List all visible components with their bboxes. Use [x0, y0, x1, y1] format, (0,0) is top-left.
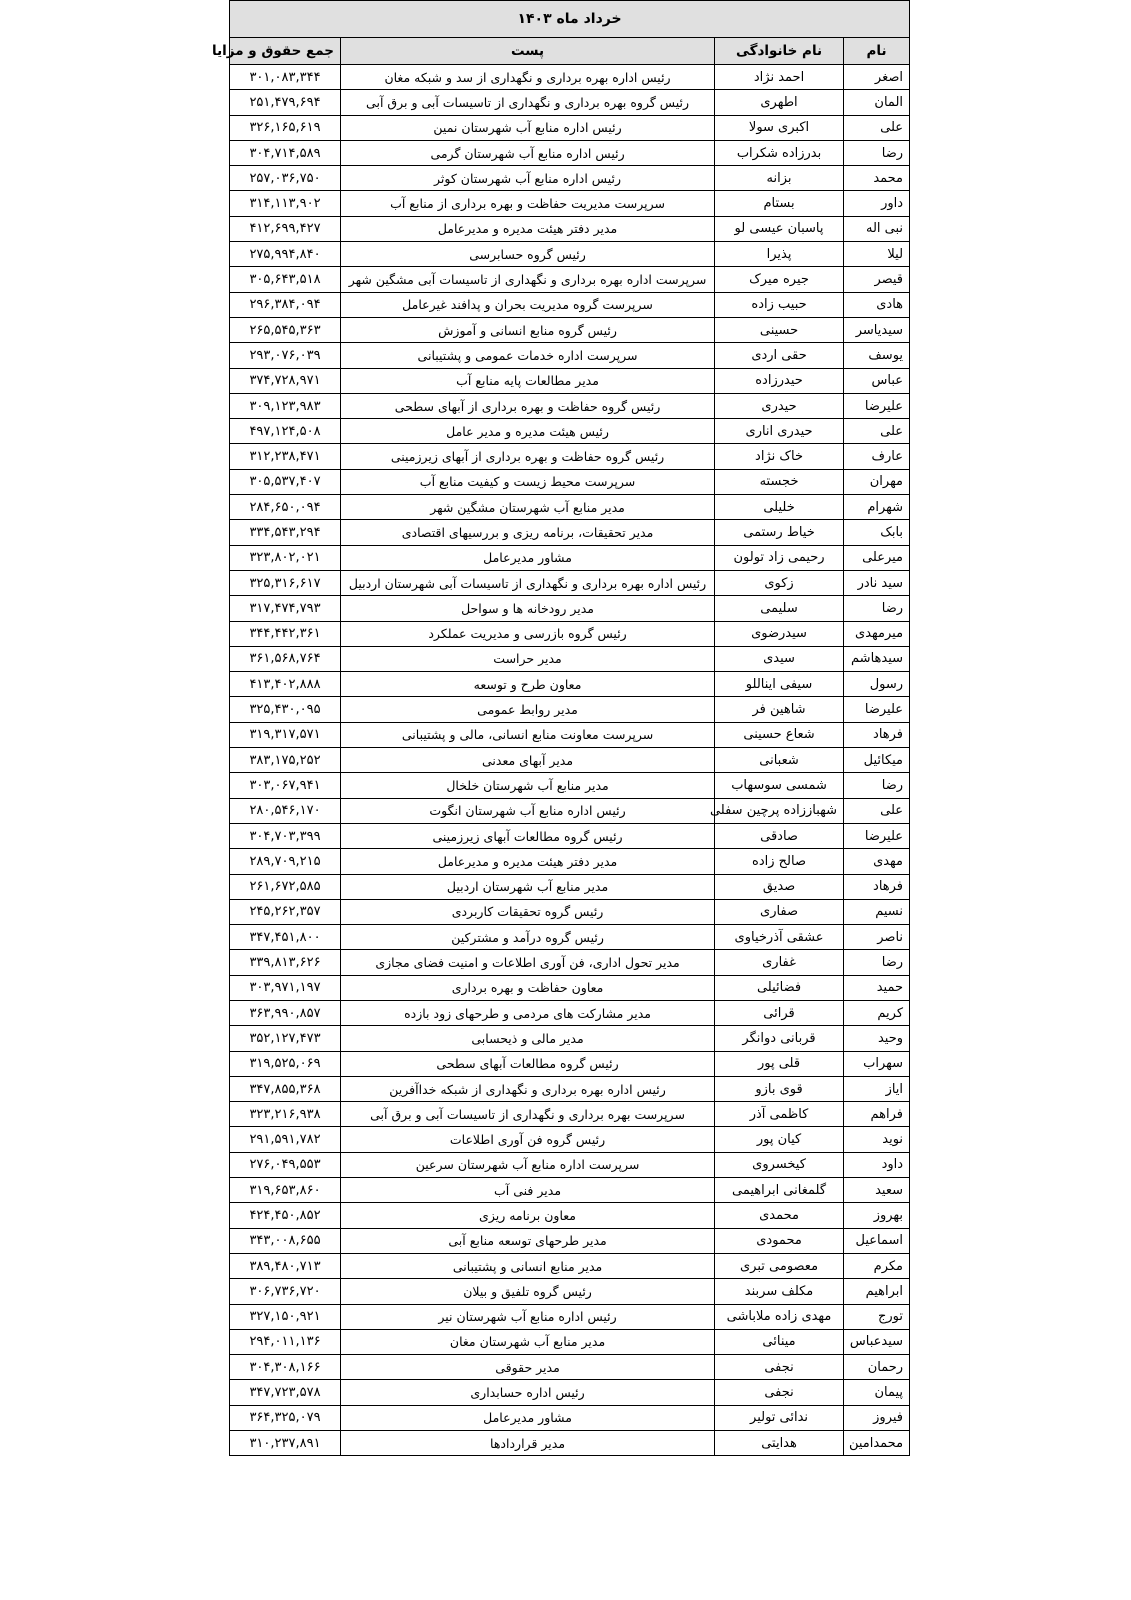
cell-amount: ۴۹۷,۱۲۴,۵۰۸ — [230, 419, 341, 444]
cell-first-name: مهران — [844, 469, 910, 494]
cell-last-name: قوی بازو — [715, 1076, 844, 1101]
cell-amount: ۳۸۳,۱۷۵,۲۵۲ — [230, 748, 341, 773]
header-amount: جمع حقوق و مزایا — [230, 38, 341, 65]
table-row — [230, 1026, 910, 1051]
cell-post: رئیس اداره بهره برداری و نگهداری از سد و شبکه مغان — [341, 65, 715, 90]
cell-post: رئیس گروه حسابرسی — [341, 242, 715, 267]
cell-first-name: داود — [844, 1152, 910, 1177]
cell-first-name: پیمان — [844, 1380, 910, 1405]
cell-post: مدیر منابع آب شهرستان خلخال — [341, 773, 715, 798]
cell-last-name: کیان پور — [715, 1127, 844, 1152]
table-row — [230, 975, 910, 1000]
cell-post: مدیر روابط عمومی — [341, 697, 715, 722]
cell-post: رئیس اداره حسابداری — [341, 1380, 715, 1405]
cell-amount: ۳۸۹,۴۸۰,۷۱۳ — [230, 1253, 341, 1278]
cell-first-name: اصغر — [844, 65, 910, 90]
cell-last-name: گلمغانی ابراهیمی — [715, 1178, 844, 1203]
cell-amount: ۳۲۶,۱۶۵,۶۱۹ — [230, 115, 341, 140]
table-row — [230, 874, 910, 899]
cell-first-name: اسماعیل — [844, 1228, 910, 1253]
cell-last-name: صادقی — [715, 823, 844, 848]
cell-last-name: صالح زاده — [715, 849, 844, 874]
cell-amount: ۳۰۹,۱۲۳,۹۸۳ — [230, 393, 341, 418]
cell-first-name: رضا — [844, 140, 910, 165]
title-row — [230, 1, 910, 38]
cell-last-name: قربانی دوانگر — [715, 1026, 844, 1051]
cell-first-name: رضا — [844, 596, 910, 621]
cell-last-name: صفاری — [715, 899, 844, 924]
table-row — [230, 1178, 910, 1203]
cell-post: رئیس اداره منابع آب شهرستان نیر — [341, 1304, 715, 1329]
cell-post: سرپرست اداره خدمات عمومی و پشتیبانی — [341, 343, 715, 368]
cell-post: معاون حفاظت و بهره برداری — [341, 975, 715, 1000]
salary-table — [212, 0, 910, 1456]
cell-last-name: شاهین فر — [715, 697, 844, 722]
table-row — [230, 697, 910, 722]
table-row — [230, 672, 910, 697]
table-row — [230, 242, 910, 267]
cell-last-name: زکوی — [715, 570, 844, 595]
table-row — [230, 267, 910, 292]
table-row — [230, 1203, 910, 1228]
cell-post: مدیر تحول اداری، فن آوری اطلاعات و امنیت فضای مجازی — [341, 950, 715, 975]
cell-first-name: بهروز — [844, 1203, 910, 1228]
cell-amount: ۲۵۷,۰۳۶,۷۵۰ — [230, 166, 341, 191]
cell-first-name: میکائیل — [844, 748, 910, 773]
cell-last-name: مهدی زاده ملاباشی — [715, 1304, 844, 1329]
cell-first-name: سهراب — [844, 1051, 910, 1076]
cell-post: مدیر دفتر هیئت مدیره و مدیرعامل — [341, 849, 715, 874]
cell-last-name: معصومی تبری — [715, 1253, 844, 1278]
table-row — [230, 317, 910, 342]
cell-last-name: فضائیلی — [715, 975, 844, 1000]
cell-amount: ۲۹۶,۳۸۴,۰۹۴ — [230, 292, 341, 317]
cell-first-name: مهدی — [844, 849, 910, 874]
cell-amount: ۲۷۶,۰۴۹,۵۵۳ — [230, 1152, 341, 1177]
cell-post: رئیس اداره منابع آب شهرستان نمین — [341, 115, 715, 140]
table-row — [230, 65, 910, 90]
cell-post: سرپرست بهره برداری و نگهداری از تاسیسات آبی و برق آبی — [341, 1102, 715, 1127]
cell-amount: ۳۵۲,۱۲۷,۴۷۳ — [230, 1026, 341, 1051]
cell-post: مدیر مطالعات پایه منابع آب — [341, 368, 715, 393]
cell-first-name: ناصر — [844, 925, 910, 950]
cell-amount: ۲۶۱,۶۷۲,۵۸۵ — [230, 874, 341, 899]
cell-amount: ۳۶۳,۹۹۰,۸۵۷ — [230, 1000, 341, 1025]
table-row — [230, 191, 910, 216]
cell-post: مدیر منابع آب شهرستان اردبیل — [341, 874, 715, 899]
cell-post: معاون طرح و توسعه — [341, 672, 715, 697]
cell-first-name: میرعلی — [844, 545, 910, 570]
table-row — [230, 823, 910, 848]
cell-amount: ۳۴۷,۴۵۱,۸۰۰ — [230, 925, 341, 950]
cell-amount: ۳۲۳,۸۰۲,۰۲۱ — [230, 545, 341, 570]
cell-first-name: علیرضا — [844, 393, 910, 418]
cell-post: رئیس اداره بهره برداری و نگهداری از شبکه خداآفرین — [341, 1076, 715, 1101]
cell-last-name: خاک نژاد — [715, 444, 844, 469]
table-row — [230, 1152, 910, 1177]
cell-amount: ۳۰۱,۰۸۳,۳۴۴ — [230, 65, 341, 90]
cell-post: معاون برنامه ریزی — [341, 1203, 715, 1228]
table-row — [230, 773, 910, 798]
table-row — [230, 1355, 910, 1380]
cell-amount: ۳۰۵,۵۳۷,۴۰۷ — [230, 469, 341, 494]
cell-amount: ۳۳۹,۸۱۳,۶۲۶ — [230, 950, 341, 975]
cell-amount: ۳۲۳,۲۱۶,۹۳۸ — [230, 1102, 341, 1127]
cell-last-name: کیخسروی — [715, 1152, 844, 1177]
cell-first-name: شهرام — [844, 495, 910, 520]
cell-amount: ۳۲۵,۴۳۰,۰۹۵ — [230, 697, 341, 722]
cell-amount: ۴۱۲,۶۹۹,۴۲۷ — [230, 216, 341, 241]
cell-post: مشاور مدیرعامل — [341, 1405, 715, 1430]
table-row — [230, 1380, 910, 1405]
table-row — [230, 1253, 910, 1278]
cell-amount: ۳۱۲,۲۳۸,۴۷۱ — [230, 444, 341, 469]
table-row — [230, 596, 910, 621]
cell-post: رئیس گروه مطالعات آبهای زیرزمینی — [341, 823, 715, 848]
cell-last-name: سلیمی — [715, 596, 844, 621]
table-row — [230, 925, 910, 950]
cell-first-name: رسول — [844, 672, 910, 697]
table-row — [230, 748, 910, 773]
cell-first-name: قیصر — [844, 267, 910, 292]
cell-last-name: خیاط رستمی — [715, 520, 844, 545]
cell-post: رئیس گروه تحقیقات کاربردی — [341, 899, 715, 924]
cell-last-name: عشقی آذرخیاوی — [715, 925, 844, 950]
cell-first-name: المان — [844, 90, 910, 115]
cell-first-name: میرمهدی — [844, 621, 910, 646]
cell-amount: ۳۰۶,۷۳۶,۷۲۰ — [230, 1279, 341, 1304]
cell-last-name: محمدی — [715, 1203, 844, 1228]
cell-last-name: پذیرا — [715, 242, 844, 267]
table-body — [230, 65, 910, 1456]
cell-post: مدیر آبهای معدنی — [341, 748, 715, 773]
cell-post: مدیر قراردادها — [341, 1431, 715, 1456]
cell-first-name: سیدهاشم — [844, 646, 910, 671]
table-row — [230, 1304, 910, 1329]
cell-amount: ۳۴۳,۰۰۸,۶۵۵ — [230, 1228, 341, 1253]
cell-amount: ۲۸۴,۶۵۰,۰۹۴ — [230, 495, 341, 520]
table-title: خرداد ماه ۱۴۰۳ — [230, 1, 910, 38]
cell-last-name: مکلف سربند — [715, 1279, 844, 1304]
cell-last-name: صدیق — [715, 874, 844, 899]
cell-first-name: سید نادر — [844, 570, 910, 595]
cell-post: رئیس گروه حفاظت و بهره برداری از آبهای سطحی — [341, 393, 715, 418]
cell-amount: ۲۵۱,۴۷۹,۶۹۴ — [230, 90, 341, 115]
table-row — [230, 90, 910, 115]
cell-post: رئیس اداره منابع آب شهرستان کوثر — [341, 166, 715, 191]
cell-last-name: ندائی تولیر — [715, 1405, 844, 1430]
table-row — [230, 1076, 910, 1101]
salary-table-container — [212, 0, 909, 1456]
cell-amount: ۳۱۹,۳۱۷,۵۷۱ — [230, 722, 341, 747]
table-row — [230, 722, 910, 747]
table-row — [230, 419, 910, 444]
cell-last-name: اکبری سولا — [715, 115, 844, 140]
cell-last-name: رحیمی زاد تولون — [715, 545, 844, 570]
cell-last-name: بزانه — [715, 166, 844, 191]
table-row — [230, 1329, 910, 1354]
cell-post: مدیر طرحهای توسعه منابع آبی — [341, 1228, 715, 1253]
cell-first-name: نسیم — [844, 899, 910, 924]
cell-post: مدیر فنی آب — [341, 1178, 715, 1203]
cell-post: مدیر حراست — [341, 646, 715, 671]
cell-post: مدیر تحقیقات، برنامه ریزی و بررسیهای اقتصادی — [341, 520, 715, 545]
cell-post: رئیس هیئت مدیره و مدیر عامل — [341, 419, 715, 444]
table-row — [230, 495, 910, 520]
cell-last-name: خلیلی — [715, 495, 844, 520]
table-row — [230, 798, 910, 823]
cell-last-name: قرائی — [715, 1000, 844, 1025]
cell-last-name: هدایتی — [715, 1431, 844, 1456]
cell-first-name: سیدیاسر — [844, 317, 910, 342]
table-row — [230, 520, 910, 545]
cell-amount: ۳۴۷,۷۲۳,۵۷۸ — [230, 1380, 341, 1405]
cell-last-name: کاظمی آذر — [715, 1102, 844, 1127]
cell-post: مدیر منابع آب شهرستان مشگین شهر — [341, 495, 715, 520]
cell-last-name: محمودی — [715, 1228, 844, 1253]
cell-amount: ۳۲۷,۱۵۰,۹۲۱ — [230, 1304, 341, 1329]
cell-last-name: احمد نژاد — [715, 65, 844, 90]
cell-first-name: سیدعباس — [844, 1329, 910, 1354]
cell-first-name: علی — [844, 419, 910, 444]
cell-post: مدیر مشارکت های مردمی و طرحهای زود بازده — [341, 1000, 715, 1025]
cell-amount: ۳۰۳,۹۷۱,۱۹۷ — [230, 975, 341, 1000]
cell-first-name: هادی — [844, 292, 910, 317]
cell-post: رئیس گروه حفاظت و بهره برداری از آبهای زیرزمینی — [341, 444, 715, 469]
cell-last-name: حیدری — [715, 393, 844, 418]
cell-post: مدیر حقوقی — [341, 1355, 715, 1380]
cell-first-name: فراهم — [844, 1102, 910, 1127]
cell-first-name: ابراهیم — [844, 1279, 910, 1304]
cell-amount: ۳۱۴,۱۱۳,۹۰۲ — [230, 191, 341, 216]
cell-last-name: نجفی — [715, 1380, 844, 1405]
cell-amount: ۳۰۴,۷۰۳,۳۹۹ — [230, 823, 341, 848]
cell-amount: ۳۱۹,۵۲۵,۰۶۹ — [230, 1051, 341, 1076]
cell-amount: ۳۰۴,۳۰۸,۱۶۶ — [230, 1355, 341, 1380]
cell-last-name: حسینی — [715, 317, 844, 342]
cell-last-name: اطهری — [715, 90, 844, 115]
cell-last-name: حیدری اناری — [715, 419, 844, 444]
table-row — [230, 1228, 910, 1253]
table-row — [230, 1405, 910, 1430]
cell-amount: ۳۱۰,۲۳۷,۸۹۱ — [230, 1431, 341, 1456]
table-row — [230, 368, 910, 393]
table-row — [230, 545, 910, 570]
cell-first-name: علی — [844, 115, 910, 140]
cell-last-name: پاسبان عیسی لو — [715, 216, 844, 241]
cell-first-name: بابک — [844, 520, 910, 545]
cell-amount: ۳۴۷,۸۵۵,۳۶۸ — [230, 1076, 341, 1101]
cell-post: رئیس گروه مطالعات آبهای سطحی — [341, 1051, 715, 1076]
cell-last-name: خجسته — [715, 469, 844, 494]
cell-last-name: سیدی — [715, 646, 844, 671]
cell-amount: ۳۷۴,۷۲۸,۹۷۱ — [230, 368, 341, 393]
table-row — [230, 469, 910, 494]
cell-last-name: شهباززاده پرچین سفلی — [715, 798, 844, 823]
cell-amount: ۳۶۱,۵۶۸,۷۶۴ — [230, 646, 341, 671]
table-row — [230, 899, 910, 924]
cell-first-name: محمد — [844, 166, 910, 191]
cell-amount: ۳۰۴,۷۱۴,۵۸۹ — [230, 140, 341, 165]
cell-last-name: سیفی ایناللو — [715, 672, 844, 697]
cell-first-name: یوسف — [844, 343, 910, 368]
cell-post: مدیر منابع انسانی و پشتیبانی — [341, 1253, 715, 1278]
table-row — [230, 621, 910, 646]
table-row — [230, 444, 910, 469]
cell-amount: ۳۰۵,۶۴۳,۵۱۸ — [230, 267, 341, 292]
cell-first-name: فرهاد — [844, 874, 910, 899]
cell-last-name: جیره میرک — [715, 267, 844, 292]
cell-first-name: نبی اله — [844, 216, 910, 241]
cell-amount: ۴۱۳,۴۰۲,۸۸۸ — [230, 672, 341, 697]
cell-amount: ۲۸۹,۷۰۹,۲۱۵ — [230, 849, 341, 874]
cell-first-name: رضا — [844, 950, 910, 975]
cell-last-name: شعبانی — [715, 748, 844, 773]
cell-first-name: علی — [844, 798, 910, 823]
cell-post: سرپرست اداره بهره برداری و نگهداری از تاسیسات آبی مشگین شهر — [341, 267, 715, 292]
cell-first-name: نوید — [844, 1127, 910, 1152]
table-row — [230, 166, 910, 191]
table-row — [230, 393, 910, 418]
cell-last-name: مینائی — [715, 1329, 844, 1354]
cell-post: رئیس اداره منابع آب شهرستان انگوت — [341, 798, 715, 823]
cell-last-name: بدرزاده شکراب — [715, 140, 844, 165]
header-row — [230, 38, 910, 65]
cell-last-name: سیدرضوی — [715, 621, 844, 646]
cell-post: سرپرست معاونت منابع انسانی، مالی و پشتیبانی — [341, 722, 715, 747]
cell-first-name: مکرم — [844, 1253, 910, 1278]
cell-post: رئیس گروه بهره برداری و نگهداری از تاسیسات آبی و برق آبی — [341, 90, 715, 115]
table-row — [230, 646, 910, 671]
cell-amount: ۳۱۹,۶۵۳,۸۶۰ — [230, 1178, 341, 1203]
header-last-name: نام خانوادگی — [715, 38, 844, 65]
table-row — [230, 570, 910, 595]
cell-post: مدیر مالی و ذیحسابی — [341, 1026, 715, 1051]
cell-amount: ۲۹۱,۵۹۱,۷۸۲ — [230, 1127, 341, 1152]
cell-first-name: فیروز — [844, 1405, 910, 1430]
header-first-name: نام — [844, 38, 910, 65]
cell-post: سرپرست محیط زیست و کیفیت منابع آب — [341, 469, 715, 494]
cell-post: سرپرست مدیریت حفاظت و بهره برداری از منابع آب — [341, 191, 715, 216]
table-row — [230, 849, 910, 874]
table-row — [230, 140, 910, 165]
cell-amount: ۲۹۳,۰۷۶,۰۳۹ — [230, 343, 341, 368]
header-post: پست — [341, 38, 715, 65]
cell-first-name: علیرضا — [844, 823, 910, 848]
cell-last-name: حقی اردی — [715, 343, 844, 368]
cell-first-name: لیلا — [844, 242, 910, 267]
cell-first-name: علیرضا — [844, 697, 910, 722]
cell-last-name: قلی پور — [715, 1051, 844, 1076]
cell-amount: ۳۶۴,۳۲۵,۰۷۹ — [230, 1405, 341, 1430]
cell-first-name: محمدامین — [844, 1431, 910, 1456]
table-row — [230, 950, 910, 975]
cell-post: رئیس گروه درآمد و مشترکین — [341, 925, 715, 950]
table-row — [230, 1051, 910, 1076]
cell-post: رئیس گروه تلفیق و بیلان — [341, 1279, 715, 1304]
cell-post: مدیر دفتر هیئت مدیره و مدیرعامل — [341, 216, 715, 241]
cell-first-name: تورج — [844, 1304, 910, 1329]
cell-post: رئیس اداره منابع آب شهرستان گرمی — [341, 140, 715, 165]
cell-post: مدیر منابع آب شهرستان مغان — [341, 1329, 715, 1354]
cell-last-name: غفاری — [715, 950, 844, 975]
cell-first-name: رضا — [844, 773, 910, 798]
table-row — [230, 115, 910, 140]
table-row — [230, 216, 910, 241]
table-row — [230, 1279, 910, 1304]
cell-first-name: عارف — [844, 444, 910, 469]
cell-first-name: عباس — [844, 368, 910, 393]
table-row — [230, 1000, 910, 1025]
cell-post: سرپرست گروه مدیریت بحران و پدافند غیرعامل — [341, 292, 715, 317]
table-row — [230, 1431, 910, 1456]
cell-amount: ۲۸۰,۵۴۶,۱۷۰ — [230, 798, 341, 823]
cell-last-name: شمسی سوسهاب — [715, 773, 844, 798]
cell-amount: ۳۳۴,۵۴۳,۲۹۴ — [230, 520, 341, 545]
cell-last-name: بستام — [715, 191, 844, 216]
cell-post: مدیر رودخانه ها و سواحل — [341, 596, 715, 621]
cell-amount: ۳۱۷,۴۷۴,۷۹۳ — [230, 596, 341, 621]
cell-post: سرپرست اداره منابع آب شهرستان سرعین — [341, 1152, 715, 1177]
cell-first-name: داور — [844, 191, 910, 216]
cell-post: رئیس گروه بازرسی و مدیریت عملکرد — [341, 621, 715, 646]
cell-first-name: رحمان — [844, 1355, 910, 1380]
cell-amount: ۲۶۵,۵۴۵,۳۶۳ — [230, 317, 341, 342]
cell-last-name: حیدرزاده — [715, 368, 844, 393]
cell-last-name: شعاع حسینی — [715, 722, 844, 747]
table-row — [230, 292, 910, 317]
cell-post: رئیس گروه منابع انسانی و آموزش — [341, 317, 715, 342]
cell-amount: ۳۲۵,۳۱۶,۶۱۷ — [230, 570, 341, 595]
cell-amount: ۲۹۴,۰۱۱,۱۳۶ — [230, 1329, 341, 1354]
cell-first-name: وحید — [844, 1026, 910, 1051]
table-row — [230, 343, 910, 368]
table-row — [230, 1127, 910, 1152]
cell-amount: ۴۲۴,۴۵۰,۸۵۲ — [230, 1203, 341, 1228]
cell-first-name: سعید — [844, 1178, 910, 1203]
cell-last-name: حبیب زاده — [715, 292, 844, 317]
table-row — [230, 1102, 910, 1127]
cell-first-name: ایاز — [844, 1076, 910, 1101]
cell-first-name: حمید — [844, 975, 910, 1000]
cell-amount: ۳۴۴,۴۴۲,۳۶۱ — [230, 621, 341, 646]
cell-amount: ۲۴۵,۲۶۲,۳۵۷ — [230, 899, 341, 924]
cell-post: مشاور مدیرعامل — [341, 545, 715, 570]
cell-first-name: فرهاد — [844, 722, 910, 747]
cell-amount: ۲۷۵,۹۹۴,۸۴۰ — [230, 242, 341, 267]
cell-last-name: نجفی — [715, 1355, 844, 1380]
cell-first-name: کریم — [844, 1000, 910, 1025]
cell-amount: ۳۰۳,۰۶۷,۹۴۱ — [230, 773, 341, 798]
cell-post: رئیس اداره بهره برداری و نگهداری از تاسیسات آبی شهرستان اردبیل — [341, 570, 715, 595]
cell-post: رئیس گروه فن آوری اطلاعات — [341, 1127, 715, 1152]
